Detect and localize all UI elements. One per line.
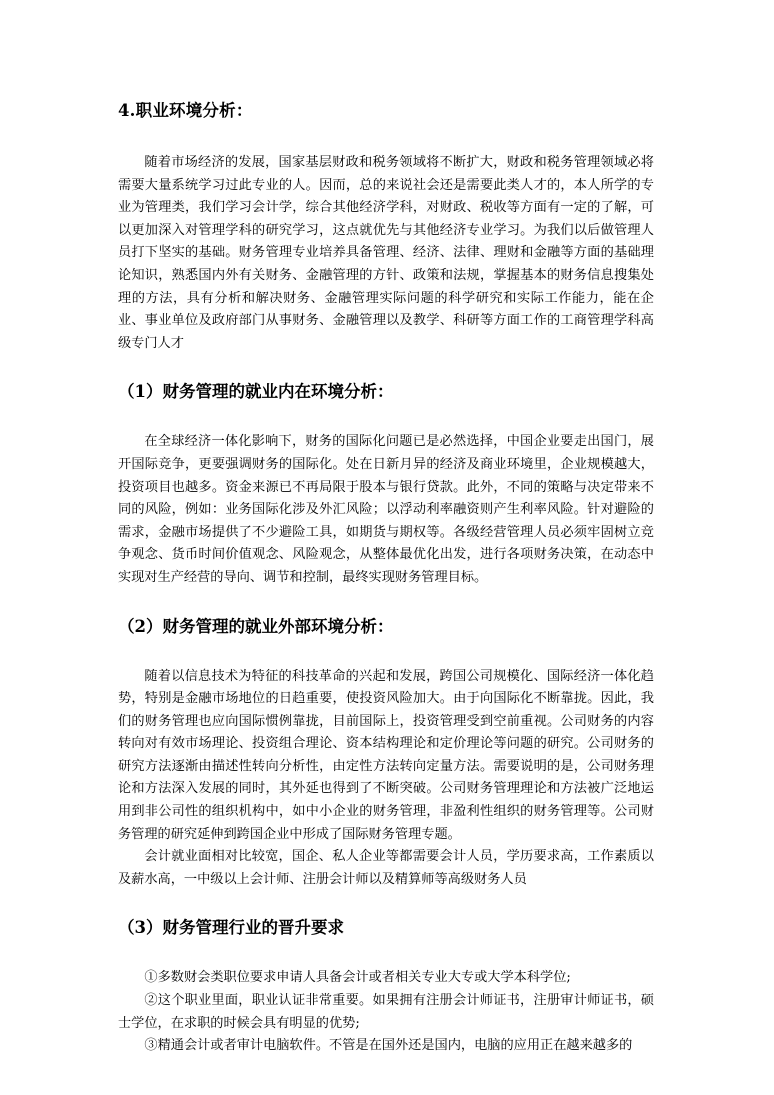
subsection-3-title: （3）财务管理行业的晋升要求 [118,918,344,938]
subsection-1-title: （1）财务管理的就业内在环境分析： [118,382,394,402]
spacer [118,126,654,152]
subsection-2-paragraph-2: 会计就业面相对比较宽，国企、私人企业等都需要会计人员，学历要求高，工作素质以及薪水高，一中级以上会计师、注册会计师以及精算师等高级财务人员 [118,849,654,887]
subsection-2-title: （2）财务管理的就业外部环境分析： [118,616,394,636]
spacer [118,355,654,377]
section-title: 4.职业环境分析： [118,101,253,120]
document-content [118,96,654,1058]
spacer [118,590,654,612]
subsection-2-paragraph-1: 随着以信息技术为特征的科技革命的兴起和发展，跨国公司规模化、国际经济一体化趋势，特别是金融市场地位的日趋重要，使投资风险加大。由于向国际化不断靠拢。因此，我们的财务管理也应向国际惯例靠拢，目前国际上，投资管理受到空前重视。公司财务的内容转向对有效市场理论、投资组合理论、资本结构理论和定价理论等问题的研究。公司财务的研究方法逐渐由描述性转向分析性，由定性方法转向定量方法。需要说明的是，公司财务理论和方法深入发展的同时，其外延也得到了不断突破。公司财务管理理论和方法被广泛地运用到非公司性的组织机构中，如中小企业的财务管理，非盈利性组织的财务管理等。公司财务管理的研究延伸到跨国企业中形成了国际财务管理专题。 [118,668,654,842]
section-intro-paragraph: 随着市场经济的发展，国家基层财政和税务领域将不断扩大，财政和税务管理领域必将需要大量系统学习过此专业的人。因而，总的来说社会还是需要此类人才的，本人所学的专业为管理类，我们学习会计学，综合其他经济学科，对财政、税收等方面有一定的了解，可以更加深入对管理学科的研究学习，这点就优先与其他经济专业学习。为我们以后做管理人员打下坚实的基础。财务管理专业培养具备管理、经济、法律、理财和金融等方面的基础理论知识，熟悉国内外有关财务、金融管理的方针、政策和法规，掌握基本的财务信息搜集处理的方法，具有分析和解决财务、金融管理实际问题的科学研究和实际工作能力，能在企业、事业单位及政府部门从事财务、金融管理以及教学、科研等方面工作的工商管理学科高级专门人才 [118,155,654,351]
subsection-1-paragraph: 在全球经济一体化影响下，财务的国际化问题已是必然选择，中国企业要走出国门，展开国际竞争，更要强调财务的国际化。处在日新月异的经济及商业环境里，企业规模越大，投资项目也越多。资金来源已不再局限于股本与银行贷款。此外，不同的策略与决定带来不同的风险，例如：业务国际化涉及外汇风险；以浮动利率融资则产生利率风险。针对避险的需求，金融市场提供了不少避险工具，如期货与期权等。各级经营管理人员必须牢固树立竞争观念、货币时间价值观念、风险观念，从整体最优化出发，进行各项财务决策，在动态中实现对生产经营的导向、调节和控制，最终实现财务管理目标。 [118,434,654,585]
spacer [118,642,654,666]
spacer [118,407,654,431]
spacer [118,943,654,967]
requirement-item-2: ②这个职业里面，职业认证非常重要。如果拥有注册会计师证书，注册审计师证书，硕士学位，在求职的时候会具有明显的优势; [118,993,654,1031]
requirement-item-3: ③精通会计或者审计电脑软件。不管是在国外还是国内，电脑的应用正在越来越多的 [144,1038,633,1054]
requirement-item-1: ①多数财会类职位要求申请人具备会计或者相关专业大专或大学本科学位; [144,970,571,986]
spacer [118,891,654,913]
